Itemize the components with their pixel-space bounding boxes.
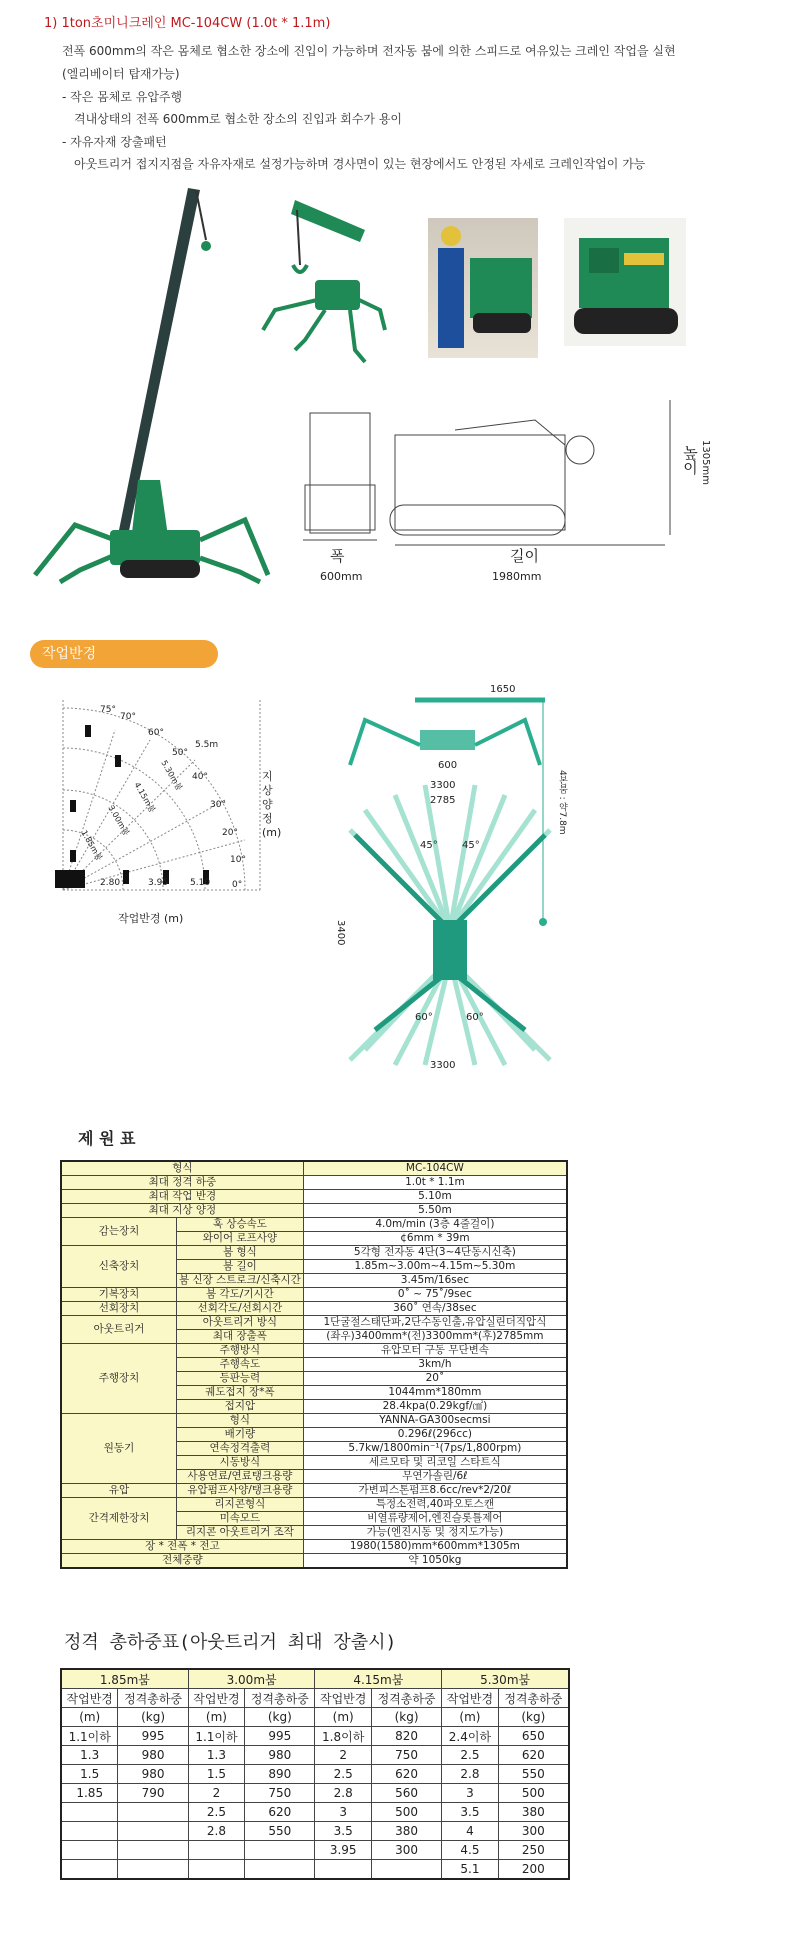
radius-point-c: 5.10 (190, 878, 211, 888)
spec-row (61, 1190, 567, 1204)
boom-label-300: 3.00m붐 (106, 803, 131, 838)
length-label: 길이 (510, 547, 539, 565)
spec-row-sub: 접지압 (177, 1400, 304, 1414)
spec-row-value: 1단굴절스태단파,2단수동인출,유압실린더직압식 (303, 1316, 567, 1330)
desc-line-5: - 자유자재 장출패턴 (62, 135, 167, 149)
load-table (60, 1668, 570, 1880)
load-cell (61, 1860, 118, 1880)
load-cell (61, 1841, 118, 1860)
spec-row-value: 5.10m (303, 1190, 567, 1204)
spec-row (61, 1484, 567, 1498)
spec-row (61, 1540, 567, 1554)
load-col-radius: 작업반경 (61, 1689, 118, 1708)
spec-row-value: 1980(1580)mm*600mm*1305m (303, 1540, 567, 1554)
spec-row-value: 세르모타 및 리코일 스타트식 (303, 1456, 567, 1470)
load-row (61, 1803, 569, 1822)
boom-label-530: 5.30m붐 (159, 758, 184, 793)
radius-angle-10: 10° (230, 855, 246, 865)
spec-row-value: ¢6mm * 39m (303, 1232, 567, 1246)
spec-row-value: 3km/h (303, 1358, 567, 1372)
load-cell: 4.5 (442, 1841, 498, 1860)
load-row (61, 1822, 569, 1841)
load-cell: 300 (371, 1841, 441, 1860)
load-cell: 995 (118, 1727, 188, 1746)
load-cell: 750 (371, 1746, 441, 1765)
load-group-header: 1.85m붐 (61, 1669, 188, 1689)
crane-folded-illustration (255, 190, 390, 370)
spec-row-sub: 훅 상승속도 (177, 1218, 304, 1232)
desc-line-6: 아웃트리거 접지지점을 자유자재로 설정가능하며 경사면이 있는 현장에서도 안정된 자세로 크레인작업이 가능 (74, 157, 646, 171)
layout-height: 3400 (335, 920, 346, 946)
boom-label-185: 1.85m붐 (79, 828, 104, 863)
load-cell: 560 (371, 1784, 441, 1803)
spec-row-sub: 연속정격출력 (177, 1442, 304, 1456)
layout-angle-d: 60° (466, 1012, 484, 1023)
load-cell: 2.5 (442, 1746, 498, 1765)
load-row (61, 1860, 569, 1880)
spec-header-value: MC-104CW (303, 1161, 567, 1176)
width-value: 600mm (320, 570, 363, 583)
product-title: 1) 1ton초미니크레인 MC-104CW (1.0t * 1.1m) (44, 16, 331, 31)
spec-row-group: 간격제한장치 (61, 1498, 177, 1540)
load-cell: 2 (188, 1784, 244, 1803)
spec-row-sub: 유압펌프사양/탱크용량 (177, 1484, 304, 1498)
spec-row-value: 360˚ 연속/38sec (303, 1302, 567, 1316)
spec-row-group: 감는장치 (61, 1218, 177, 1246)
length-value: 1980mm (492, 570, 542, 583)
load-cell: 1.5 (188, 1765, 244, 1784)
load-col-radius: 작업반경 (442, 1689, 498, 1708)
load-cell: 1.8이하 (315, 1727, 371, 1746)
load-cell: 890 (245, 1765, 315, 1784)
load-cell: 300 (498, 1822, 569, 1841)
spec-row-sub: 최대 장출폭 (177, 1330, 304, 1344)
spec-row (61, 1288, 567, 1302)
load-cell: 1.3 (61, 1746, 118, 1765)
load-unit-load: (kg) (371, 1708, 441, 1727)
spec-row-sub: 리지콘형식 (177, 1498, 304, 1512)
spec-row-sub: 와이어 로프사양 (177, 1232, 304, 1246)
layout-angle-b: 45° (462, 840, 480, 851)
radius-angle-75: 75° (100, 705, 116, 715)
load-cell: 1.85 (61, 1784, 118, 1803)
dimension-drawing (295, 395, 715, 590)
load-cell: 2.4이하 (442, 1727, 498, 1746)
spec-row (61, 1414, 567, 1428)
load-cell: 500 (371, 1803, 441, 1822)
desc-line-3: - 작은 몸체로 유압주행 (62, 90, 183, 104)
spec-row-label: 장 * 전폭 * 전고 (61, 1540, 303, 1554)
spec-row-group: 유압 (61, 1484, 177, 1498)
layout-inner-width: 600 (438, 760, 458, 771)
spec-table (60, 1160, 568, 1569)
load-group-header: 5.30m붐 (442, 1669, 569, 1689)
load-unit-radius: (m) (188, 1708, 244, 1727)
spec-row (61, 1204, 567, 1218)
spec-row-value: 비열류량제어,엔진슬롯틀제어 (303, 1512, 567, 1526)
spec-row-value: 유압모터 구동 무단변속 (303, 1344, 567, 1358)
radius-angle-0: 0° (232, 880, 243, 890)
load-unit-load: (kg) (118, 1708, 188, 1727)
width-label: 폭 (330, 547, 345, 565)
load-cell (371, 1860, 441, 1880)
spec-title: 제 원 표 (78, 1129, 136, 1148)
load-cell: 250 (498, 1841, 569, 1860)
load-cell: 550 (245, 1822, 315, 1841)
height-value: 1305mm (700, 440, 711, 485)
spec-row-value: 1044mm*180mm (303, 1386, 567, 1400)
spec-row-value: 3.45m/16sec (303, 1274, 567, 1288)
spec-row-value: 약 1050kg (303, 1554, 567, 1569)
spec-row (61, 1218, 567, 1232)
desc-line-4: 격내상태의 전폭 600mm로 협소한 장소의 진입과 회수가 용이 (74, 112, 403, 126)
load-row (61, 1841, 569, 1860)
load-unit-radius: (m) (315, 1708, 371, 1727)
load-cell: 650 (498, 1727, 569, 1746)
spec-row-value: 무연가솔린/6ℓ (303, 1470, 567, 1484)
spec-row-sub: 리지콘 아웃트리거 조작 (177, 1526, 304, 1540)
boom-label-415: 4.15m붐 (132, 780, 157, 815)
desc-line-2: (엘리베이터 탑재가능) (62, 67, 180, 81)
load-col-row (61, 1689, 569, 1708)
load-cell (118, 1803, 188, 1822)
load-group-header: 3.00m붐 (188, 1669, 315, 1689)
spec-row-sub: 붐 신장 스트로크/신축시간 (177, 1274, 304, 1288)
load-unit-radius: (m) (61, 1708, 118, 1727)
load-unit-radius: (m) (442, 1708, 498, 1727)
load-col-load: 정격총하중 (245, 1689, 315, 1708)
layout-upper-width: 2785 (430, 795, 456, 806)
spec-row-sub: 붐 길이 (177, 1260, 304, 1274)
spec-row (61, 1302, 567, 1316)
spec-row (61, 1344, 567, 1358)
radius-chart-ylabel: 지상양정 (m) (262, 770, 282, 839)
radius-angle-70: 70° (120, 712, 136, 722)
load-unit-row (61, 1708, 569, 1727)
load-group-row (61, 1669, 569, 1689)
load-cell: 2.8 (315, 1784, 371, 1803)
spec-row-group: 신축장치 (61, 1246, 177, 1288)
load-cell: 4 (442, 1822, 498, 1841)
spec-row-sub: 아웃트리거 방식 (177, 1316, 304, 1330)
load-col-radius: 작업반경 (315, 1689, 371, 1708)
spec-row (61, 1316, 567, 1330)
radius-point-b: 3.95 (148, 878, 169, 888)
load-cell: 620 (371, 1765, 441, 1784)
spec-row-value: 0˚ ~ 75˚/9sec (303, 1288, 567, 1302)
radius-top-label: 5.5m (195, 740, 219, 750)
spec-row-label: 전체중량 (61, 1554, 303, 1569)
radius-point-a: 2.80 (100, 878, 121, 888)
load-cell: 500 (498, 1784, 569, 1803)
load-cell: 820 (371, 1727, 441, 1746)
load-cell: 2.8 (442, 1765, 498, 1784)
load-cell: 3 (442, 1784, 498, 1803)
radius-chart-xlabel: 작업반경 (m) (118, 912, 184, 925)
height-label: 높이 (681, 445, 699, 475)
load-cell (245, 1860, 315, 1880)
load-cell: 2 (315, 1746, 371, 1765)
spec-row-value: 0.296ℓ(296cc) (303, 1428, 567, 1442)
crane-compact-photo (564, 218, 686, 346)
spec-row-value: 20˚ (303, 1372, 567, 1386)
load-cell: 3.5 (442, 1803, 498, 1822)
spec-row-value: (좌우)3400mm*(전)3300mm*(후)2785mm (303, 1330, 567, 1344)
spec-row-label: 최대 지상 양정 (61, 1204, 303, 1218)
load-cell: 1.3 (188, 1746, 244, 1765)
load-cell: 1.1이하 (188, 1727, 244, 1746)
load-col-load: 정격총하중 (498, 1689, 569, 1708)
spec-row-sub: 주행속도 (177, 1358, 304, 1372)
spec-row-value: 가능(엔진시동 및 정지도가능) (303, 1526, 567, 1540)
spec-row-group: 아웃트리거 (61, 1316, 177, 1344)
spec-row-value: 5.7kw/1800min⁻¹(7ps/1,800rpm) (303, 1442, 567, 1456)
load-cell: 2.5 (315, 1765, 371, 1784)
load-cell: 620 (245, 1803, 315, 1822)
spec-row-sub: 붐 각도/기시간 (177, 1288, 304, 1302)
spec-row-label: 최대 작업 반경 (61, 1190, 303, 1204)
radius-angle-60: 60° (148, 728, 164, 738)
layout-bottom-width: 3300 (430, 1060, 456, 1071)
load-cell (245, 1841, 315, 1860)
layout-top-width: 1650 (490, 684, 516, 695)
spec-row-group: 선회장치 (61, 1302, 177, 1316)
work-radius-pill: 작업반경 (30, 640, 218, 668)
load-row (61, 1727, 569, 1746)
spec-row-value: 4.0m/min (3층 4줄걸이) (303, 1218, 567, 1232)
load-cell: 380 (498, 1803, 569, 1822)
layout-angle-c: 60° (415, 1012, 433, 1023)
radius-angle-50: 50° (172, 748, 188, 758)
spec-row-value: 1.85m~3.00m~4.15m~5.30m (303, 1260, 567, 1274)
crane-extended-illustration (20, 180, 280, 590)
load-col-radius: 작업반경 (188, 1689, 244, 1708)
load-cell: 3.95 (315, 1841, 371, 1860)
load-cell: 790 (118, 1784, 188, 1803)
spec-row-group: 기복장치 (61, 1288, 177, 1302)
spec-row-value: YANNA-GA300secmsi (303, 1414, 567, 1428)
spec-row-sub: 배기량 (177, 1428, 304, 1442)
load-cell: 2.8 (188, 1822, 244, 1841)
load-cell: 980 (118, 1746, 188, 1765)
load-row (61, 1784, 569, 1803)
load-cell (118, 1860, 188, 1880)
load-cell: 3.5 (315, 1822, 371, 1841)
layout-base-width: 3300 (430, 780, 456, 791)
load-cell: 995 (245, 1727, 315, 1746)
load-row (61, 1746, 569, 1765)
load-col-load: 정격총하중 (371, 1689, 441, 1708)
spec-row-sub: 궤도접지 장*폭 (177, 1386, 304, 1400)
layout-vertical-label: 4본붐 : 약7.8m (557, 770, 567, 835)
desc-line-1: 전폭 600mm의 작은 몸체로 협소한 장소에 진입이 가능하며 전자동 붐에 의한 스피드로 여유있는 크레인 작업을 실현 (62, 44, 676, 58)
spec-row (61, 1176, 567, 1190)
load-cell: 2.5 (188, 1803, 244, 1822)
load-cell: 1.1이하 (61, 1727, 118, 1746)
spec-row-sub: 등판능력 (177, 1372, 304, 1386)
spec-row-value: 가변피스톤펌프8.6cc/rev*2/20ℓ (303, 1484, 567, 1498)
load-unit-load: (kg) (245, 1708, 315, 1727)
load-cell: 1.5 (61, 1765, 118, 1784)
load-cell: 980 (245, 1746, 315, 1765)
load-cell: 200 (498, 1860, 569, 1880)
load-cell (61, 1803, 118, 1822)
spec-row-sub: 선회각도/선회시간 (177, 1302, 304, 1316)
spec-row-value: 5.50m (303, 1204, 567, 1218)
load-cell: 980 (118, 1765, 188, 1784)
spec-row-sub: 형식 (177, 1414, 304, 1428)
spec-row-sub: 시동방식 (177, 1456, 304, 1470)
load-cell: 380 (371, 1822, 441, 1841)
spec-row-sub: 붐 형식 (177, 1246, 304, 1260)
spec-row-sub: 미속모드 (177, 1512, 304, 1526)
load-cell: 550 (498, 1765, 569, 1784)
spec-row-value: 5각형 전자동 4단(3~4단동시신축) (303, 1246, 567, 1260)
load-unit-load: (kg) (498, 1708, 569, 1727)
load-table-title: 정격 총하중표(아웃트리거 최대 장출시) (64, 1632, 397, 1653)
radius-chart (55, 700, 285, 930)
radius-angle-20: 20° (222, 828, 238, 838)
load-row (61, 1765, 569, 1784)
spec-row-value: 28.4kpa(0.29kgf/㎠) (303, 1400, 567, 1414)
spec-row-group: 원동기 (61, 1414, 177, 1484)
spec-row-sub: 사용연료/연료탱크용량 (177, 1470, 304, 1484)
spec-header-row (61, 1161, 567, 1176)
outrigger-diagram (345, 690, 575, 1070)
spec-row (61, 1246, 567, 1260)
load-cell (188, 1860, 244, 1880)
load-cell: 750 (245, 1784, 315, 1803)
load-cell (118, 1822, 188, 1841)
spec-row-label: 최대 정격 하중 (61, 1176, 303, 1190)
load-col-load: 정격총하중 (118, 1689, 188, 1708)
radius-angle-40: 40° (192, 772, 208, 782)
spec-row (61, 1498, 567, 1512)
load-cell (188, 1841, 244, 1860)
spec-row-group: 주행장치 (61, 1344, 177, 1414)
load-cell: 5.1 (442, 1860, 498, 1880)
load-cell (61, 1822, 118, 1841)
load-cell (315, 1860, 371, 1880)
operator-photo (428, 218, 538, 358)
spec-row-value: 특정소전력,40파오토스캔 (303, 1498, 567, 1512)
spec-header-label: 형식 (61, 1161, 303, 1176)
spec-row-value: 1.0t * 1.1m (303, 1176, 567, 1190)
layout-angle-a: 45° (420, 840, 438, 851)
load-cell: 620 (498, 1746, 569, 1765)
load-cell (118, 1841, 188, 1860)
spec-row-sub: 주행방식 (177, 1344, 304, 1358)
load-cell: 3 (315, 1803, 371, 1822)
spec-row (61, 1554, 567, 1569)
radius-angle-30: 30° (210, 800, 226, 810)
load-group-header: 4.15m붐 (315, 1669, 442, 1689)
